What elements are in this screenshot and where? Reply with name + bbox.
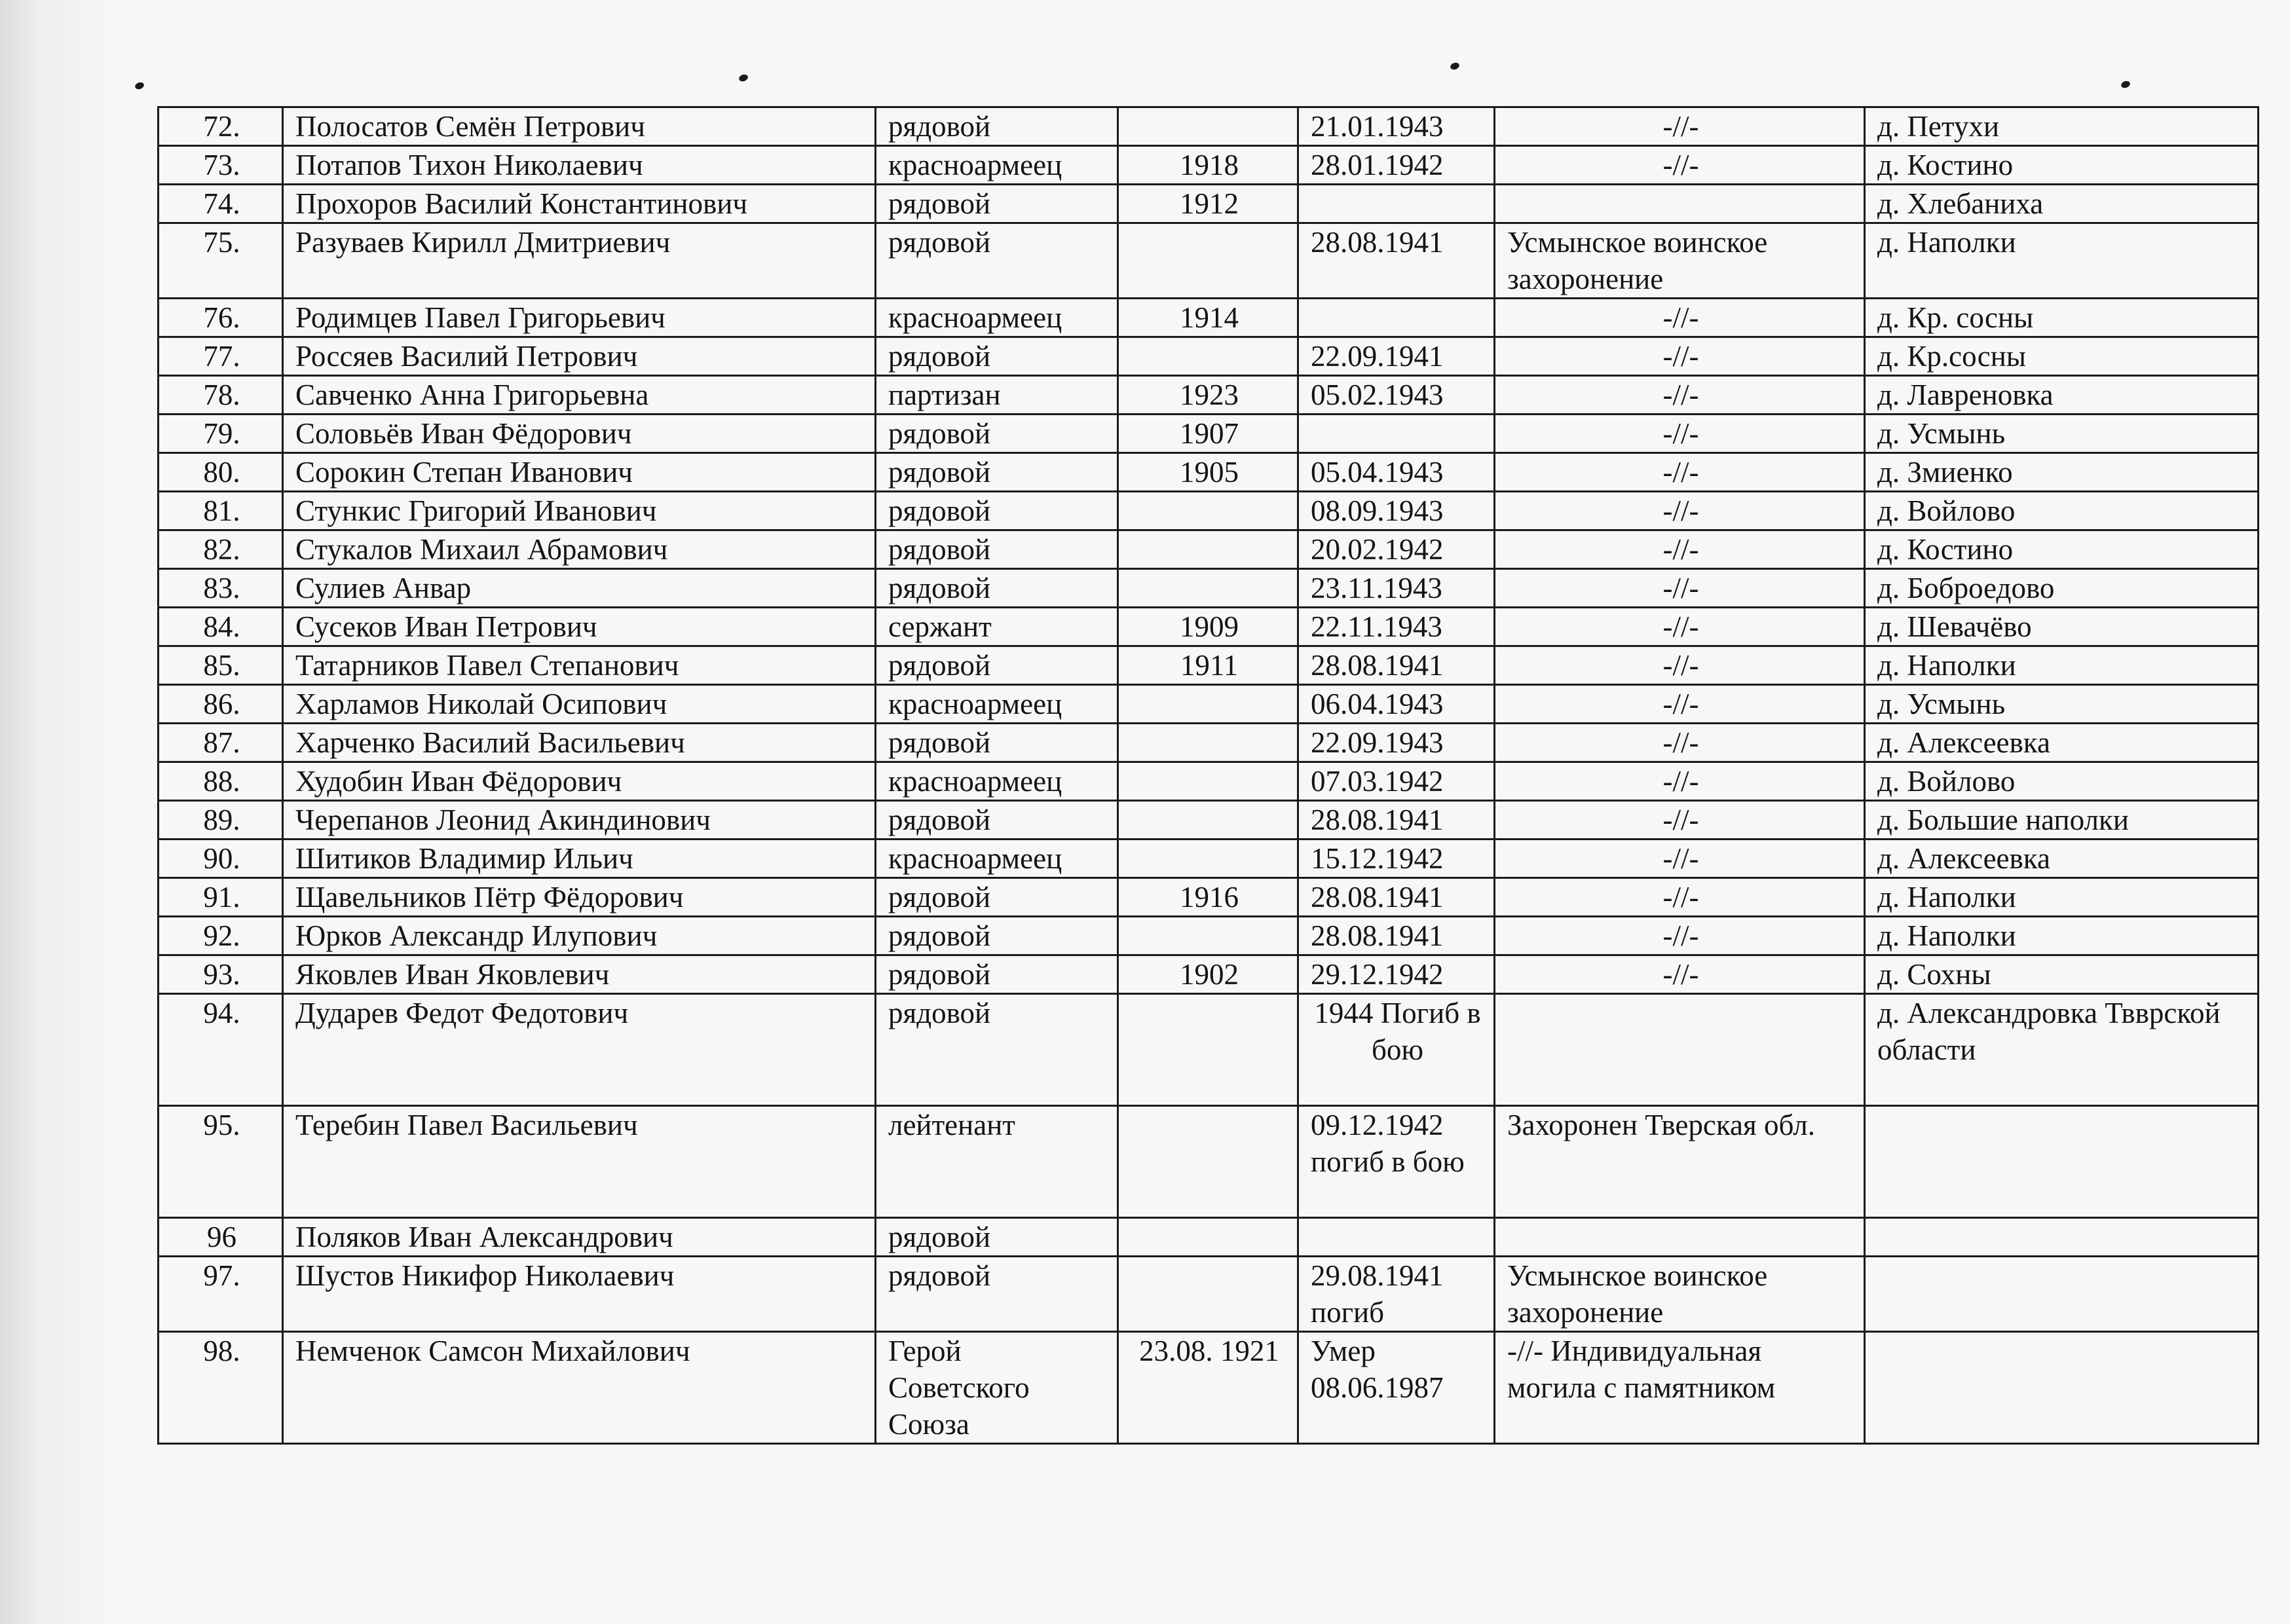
burial-info: -//- [1495, 801, 1865, 840]
table-row [159, 299, 2259, 337]
burial-info [1495, 185, 1865, 223]
soldier-rank: лейтенант [876, 1106, 1118, 1218]
table-row [159, 1257, 2259, 1332]
row-number: 75. [159, 223, 283, 299]
burial-info: -//- [1495, 492, 1865, 530]
soldier-rank: рядовой [876, 1218, 1118, 1257]
burial-info: -//- [1495, 453, 1865, 492]
row-number: 85. [159, 646, 283, 685]
burial-info: -//- [1495, 415, 1865, 453]
soldier-name: Яковлев Иван Яковлевич [283, 955, 876, 994]
place-of-death: д. Александровка Твврской области [1865, 994, 2259, 1106]
table-row [159, 840, 2259, 878]
birth-year [1118, 917, 1298, 955]
row-number: 91. [159, 878, 283, 917]
soldier-name: Стункис Григорий Иванович [283, 492, 876, 530]
row-number: 78. [159, 376, 283, 415]
row-number: 94. [159, 994, 283, 1106]
soldier-name: Полосатов Семён Петрович [283, 107, 876, 146]
place-of-death: д. Наполки [1865, 646, 2259, 685]
burial-info: -//- [1495, 955, 1865, 994]
soldier-name: Харламов Николай Осипович [283, 685, 876, 724]
soldier-rank: красноармеец [876, 685, 1118, 724]
row-number: 95. [159, 1106, 283, 1218]
place-of-death: д. Сохны [1865, 955, 2259, 994]
burial-info: -//- [1495, 376, 1865, 415]
punch-hole-mark [1450, 62, 1461, 71]
soldier-name: Поляков Иван Александрович [283, 1218, 876, 1257]
row-number: 92. [159, 917, 283, 955]
burial-info: Усмынское воинское захоронение [1495, 1257, 1865, 1332]
burial-info: -//- [1495, 337, 1865, 376]
table-row [159, 492, 2259, 530]
birth-year [1118, 569, 1298, 608]
burial-info: -//- [1495, 646, 1865, 685]
row-number: 82. [159, 530, 283, 569]
place-of-death: д. Хлебаниха [1865, 185, 2259, 223]
death-date: 05.02.1943 [1298, 376, 1495, 415]
row-number: 79. [159, 415, 283, 453]
soldier-rank: рядовой [876, 223, 1118, 299]
row-number: 76. [159, 299, 283, 337]
burial-info: -//- [1495, 146, 1865, 185]
row-number: 77. [159, 337, 283, 376]
burial-info: -//- [1495, 840, 1865, 878]
soldier-rank: рядовой [876, 955, 1118, 994]
row-number: 87. [159, 724, 283, 762]
birth-year: 1912 [1118, 185, 1298, 223]
place-of-death [1865, 1257, 2259, 1332]
death-date [1298, 415, 1495, 453]
death-date: 22.11.1943 [1298, 608, 1495, 646]
birth-year [1118, 530, 1298, 569]
birth-year [1118, 801, 1298, 840]
table-row [159, 337, 2259, 376]
soldier-name: Россяев Василий Петрович [283, 337, 876, 376]
death-date: Умер 08.06.1987 [1298, 1332, 1495, 1444]
birth-year: 1905 [1118, 453, 1298, 492]
burial-info: Усмынское воинское захоронение [1495, 223, 1865, 299]
place-of-death [1865, 1332, 2259, 1444]
soldier-rank: рядовой [876, 994, 1118, 1106]
place-of-death: д. Наполки [1865, 917, 2259, 955]
place-of-death: д. Лавреновка [1865, 376, 2259, 415]
soldier-name: Разуваев Кирилл Дмитриевич [283, 223, 876, 299]
soldier-rank: рядовой [876, 453, 1118, 492]
death-date: 28.01.1942 [1298, 146, 1495, 185]
row-number: 84. [159, 608, 283, 646]
death-date: 05.04.1943 [1298, 453, 1495, 492]
soldier-rank: рядовой [876, 646, 1118, 685]
soldier-name: Сорокин Степан Иванович [283, 453, 876, 492]
place-of-death: д. Усмынь [1865, 415, 2259, 453]
register-body [159, 107, 2259, 1444]
birth-year [1118, 685, 1298, 724]
soldier-rank: сержант [876, 608, 1118, 646]
soldier-rank: красноармеец [876, 299, 1118, 337]
death-date [1298, 299, 1495, 337]
death-date: 15.12.1942 [1298, 840, 1495, 878]
soldier-rank: красноармеец [876, 762, 1118, 801]
soldier-name: Дударев Федот Федотович [283, 994, 876, 1106]
table-row [159, 376, 2259, 415]
birth-year [1118, 840, 1298, 878]
table-row [159, 415, 2259, 453]
soldier-name: Щавельников Пётр Фёдорович [283, 878, 876, 917]
death-date: 28.08.1941 [1298, 917, 1495, 955]
birth-year: 23.08. 1921 [1118, 1332, 1298, 1444]
soldier-name: Прохоров Василий Константинович [283, 185, 876, 223]
table-row [159, 917, 2259, 955]
row-number: 74. [159, 185, 283, 223]
table-row [159, 223, 2259, 299]
soldier-rank: Герой Советского Союза [876, 1332, 1118, 1444]
soldier-name: Сусеков Иван Петрович [283, 608, 876, 646]
place-of-death: д. Войлово [1865, 762, 2259, 801]
row-number: 83. [159, 569, 283, 608]
soldier-rank: рядовой [876, 878, 1118, 917]
place-of-death: д. Алексеевка [1865, 840, 2259, 878]
birth-year [1118, 1257, 1298, 1332]
birth-year: 1909 [1118, 608, 1298, 646]
soldier-rank: рядовой [876, 530, 1118, 569]
table-row [159, 453, 2259, 492]
soldier-rank: рядовой [876, 492, 1118, 530]
soldier-name: Сулиев Анвар [283, 569, 876, 608]
soldier-name: Шустов Никифор Николаевич [283, 1257, 876, 1332]
soldier-rank: рядовой [876, 917, 1118, 955]
birth-year: 1911 [1118, 646, 1298, 685]
soldier-name: Татарников Павел Степанович [283, 646, 876, 685]
table-row [159, 1106, 2259, 1218]
row-number: 86. [159, 685, 283, 724]
burial-info: Захоронен Тверская обл. [1495, 1106, 1865, 1218]
place-of-death: д. Змиенко [1865, 453, 2259, 492]
table-row [159, 724, 2259, 762]
punch-hole-mark [134, 81, 145, 90]
soldier-rank: рядовой [876, 1257, 1118, 1332]
place-of-death: д. Кр. сосны [1865, 299, 2259, 337]
soldier-name: Стукалов Михаил Абрамович [283, 530, 876, 569]
birth-year [1118, 762, 1298, 801]
burial-info: -//- [1495, 299, 1865, 337]
row-number: 73. [159, 146, 283, 185]
burial-info: -//- [1495, 724, 1865, 762]
death-date: 07.03.1942 [1298, 762, 1495, 801]
death-date: 21.01.1943 [1298, 107, 1495, 146]
soldier-rank: рядовой [876, 185, 1118, 223]
soldier-rank: рядовой [876, 801, 1118, 840]
burial-info: -//- [1495, 608, 1865, 646]
table-row [159, 801, 2259, 840]
row-number: 90. [159, 840, 283, 878]
death-date [1298, 185, 1495, 223]
place-of-death: д. Костино [1865, 146, 2259, 185]
death-date: 29.08.1941 погиб [1298, 1257, 1495, 1332]
row-number: 96 [159, 1218, 283, 1257]
soldier-name: Юрков Александр Илупович [283, 917, 876, 955]
soldier-rank: рядовой [876, 415, 1118, 453]
soldier-rank: рядовой [876, 107, 1118, 146]
soldier-rank: красноармеец [876, 840, 1118, 878]
death-date: 09.12.1942 погиб в бою [1298, 1106, 1495, 1218]
death-date: 1944 Погиб в бою [1298, 994, 1495, 1106]
death-date: 23.11.1943 [1298, 569, 1495, 608]
soldier-rank: рядовой [876, 724, 1118, 762]
place-of-death: д. Боброедово [1865, 569, 2259, 608]
soldier-name: Шитиков Владимир Ильич [283, 840, 876, 878]
burial-info: -//- [1495, 878, 1865, 917]
place-of-death: д. Шевачёво [1865, 608, 2259, 646]
table-row [159, 762, 2259, 801]
row-number: 89. [159, 801, 283, 840]
soldier-name: Черепанов Леонид Акиндинович [283, 801, 876, 840]
birth-year: 1914 [1118, 299, 1298, 337]
burial-info: -//- [1495, 569, 1865, 608]
table-row [159, 646, 2259, 685]
row-number: 80. [159, 453, 283, 492]
death-date: 28.08.1941 [1298, 801, 1495, 840]
death-date: 22.09.1941 [1298, 337, 1495, 376]
death-date: 06.04.1943 [1298, 685, 1495, 724]
place-of-death: д. Войлово [1865, 492, 2259, 530]
soldier-rank: рядовой [876, 337, 1118, 376]
burial-info: -//- [1495, 530, 1865, 569]
birth-year [1118, 1106, 1298, 1218]
soldier-name: Худобин Иван Фёдорович [283, 762, 876, 801]
place-of-death: д. Алексеевка [1865, 724, 2259, 762]
death-date: 28.08.1941 [1298, 223, 1495, 299]
burial-info: -//- [1495, 762, 1865, 801]
death-date: 28.08.1941 [1298, 646, 1495, 685]
birth-year: 1916 [1118, 878, 1298, 917]
table-row [159, 994, 2259, 1106]
place-of-death: д. Усмынь [1865, 685, 2259, 724]
table-row [159, 530, 2259, 569]
place-of-death: д. Наполки [1865, 878, 2259, 917]
death-date: 28.08.1941 [1298, 878, 1495, 917]
death-date: 20.02.1942 [1298, 530, 1495, 569]
soldier-name: Потапов Тихон Николаевич [283, 146, 876, 185]
table-row [159, 878, 2259, 917]
place-of-death: д. Кр.сосны [1865, 337, 2259, 376]
place-of-death: д. Костино [1865, 530, 2259, 569]
burial-register-table [157, 106, 2259, 1445]
punch-hole-mark [2120, 80, 2131, 89]
row-number: 98. [159, 1332, 283, 1444]
punch-hole-mark [738, 73, 749, 83]
soldier-rank: партизан [876, 376, 1118, 415]
burial-info: -//- Индивидуальная могила с памятником [1495, 1332, 1865, 1444]
row-number: 88. [159, 762, 283, 801]
place-of-death [1865, 1218, 2259, 1257]
burial-info: -//- [1495, 107, 1865, 146]
table-row [159, 608, 2259, 646]
soldier-name: Родимцев Павел Григорьевич [283, 299, 876, 337]
place-of-death [1865, 1106, 2259, 1218]
soldier-name: Теребин Павел Васильевич [283, 1106, 876, 1218]
table-row [159, 569, 2259, 608]
birth-year: 1907 [1118, 415, 1298, 453]
burial-info: -//- [1495, 685, 1865, 724]
death-date: 29.12.1942 [1298, 955, 1495, 994]
row-number: 93. [159, 955, 283, 994]
table-row [159, 955, 2259, 994]
birth-year [1118, 492, 1298, 530]
birth-year [1118, 724, 1298, 762]
place-of-death: д. Наполки [1865, 223, 2259, 299]
birth-year [1118, 223, 1298, 299]
row-number: 97. [159, 1257, 283, 1332]
soldier-rank: красноармеец [876, 146, 1118, 185]
table-row [159, 146, 2259, 185]
soldier-name: Харченко Василий Васильевич [283, 724, 876, 762]
soldier-name: Немченок Самсон Михайлович [283, 1332, 876, 1444]
row-number: 72. [159, 107, 283, 146]
table-row [159, 1218, 2259, 1257]
soldier-rank: рядовой [876, 569, 1118, 608]
table-row [159, 185, 2259, 223]
place-of-death: д. Петухи [1865, 107, 2259, 146]
table-row [159, 685, 2259, 724]
burial-info [1495, 994, 1865, 1106]
birth-year [1118, 994, 1298, 1106]
death-date: 22.09.1943 [1298, 724, 1495, 762]
birth-year: 1923 [1118, 376, 1298, 415]
birth-year: 1902 [1118, 955, 1298, 994]
burial-info: -//- [1495, 917, 1865, 955]
table-row [159, 1332, 2259, 1444]
birth-year [1118, 107, 1298, 146]
soldier-name: Соловьёв Иван Фёдорович [283, 415, 876, 453]
death-date: 08.09.1943 [1298, 492, 1495, 530]
table-row [159, 107, 2259, 146]
birth-year: 1918 [1118, 146, 1298, 185]
death-date [1298, 1218, 1495, 1257]
burial-info [1495, 1218, 1865, 1257]
soldier-name: Савченко Анна Григорьевна [283, 376, 876, 415]
row-number: 81. [159, 492, 283, 530]
birth-year [1118, 1218, 1298, 1257]
place-of-death: д. Большие наполки [1865, 801, 2259, 840]
birth-year [1118, 337, 1298, 376]
